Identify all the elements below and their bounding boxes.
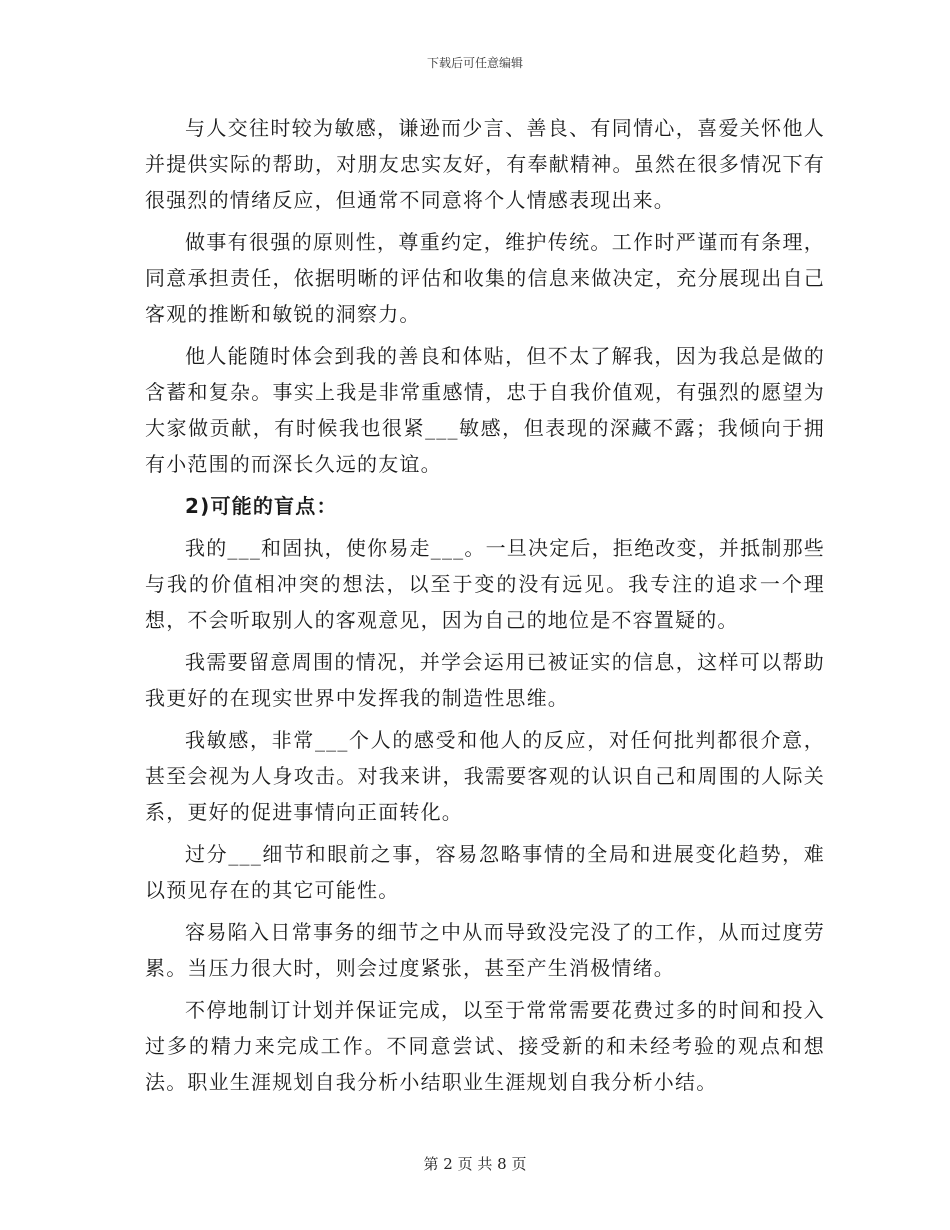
paragraph: 我的___和固执，使你易走___。一旦决定后，拒绝改变，并抵制那些与我的价值相冲突的想法，以至于变的没有远见。我专注的追求一个理想，不会听取别人的客观意见，因为自己的地位是不容置疑的。: [145, 536, 825, 632]
paragraph: 我敏感，非常___个人的感受和他人的反应，对任何批判都很介意，甚至会视为人身攻击。对我来讲，我需要客观的认识自己和周围的人际关系，更好的促进事情向正面转化。: [145, 728, 825, 824]
paragraph: 容易陷入日常事务的细节之中从而导致没完没了的工作，从而过度劳累。当压力很大时，则会过度紧张，甚至产生消极情绪。: [145, 920, 825, 980]
page-number: 第 2 页 共 8 页: [423, 1155, 527, 1173]
paragraph: 我需要留意周围的情况，并学会运用已被证实的信息，这样可以帮助我更好的在现实世界中发挥我的制造性思维。: [145, 650, 825, 710]
paragraph: 与人交往时较为敏感，谦逊而少言、善良、有同情心，喜爱关怀他人并提供实际的帮助，对朋友忠实友好，有奉献精神。虽然在很多情况下有很强烈的情绪反应，但通常不同意将个人情感表现出来。: [145, 116, 825, 212]
paragraph: 做事有很强的原则性，尊重约定，维护传统。工作时严谨而有条理，同意承担责任，依据明晰的评估和收集的信息来做决定，充分展现出自己客观的推断和敏锐的洞察力。: [145, 230, 825, 326]
paragraph: 不停地制订计划并保证完成，以至于常常需要花费过多的时间和投入过多的精力来完成工作。不同意尝试、接受新的和未经考验的观点和想法。职业生涯规划自我分析小结职业生涯规划自我分析小结。: [145, 998, 825, 1094]
section-heading: 2)可能的盲点：: [185, 494, 338, 518]
page-header: 下载后可任意编辑: [426, 56, 523, 70]
paragraph: 过分___细节和眼前之事，容易忽略事情的全局和进展变化趋势，难以预见存在的其它可能性。: [145, 842, 825, 902]
document-body: [145, 110, 825, 1106]
paragraph: 他人能随时体会到我的善良和体贴，但不太了解我，因为我总是做的含蓄和复杂。事实上我是非常重感情，忠于自我价值观，有强烈的愿望为大家做贡献，有时候我也很紧___敏感，但表现的深藏不露；我倾向于拥有小范围的而深长久远的友谊。: [145, 344, 825, 476]
